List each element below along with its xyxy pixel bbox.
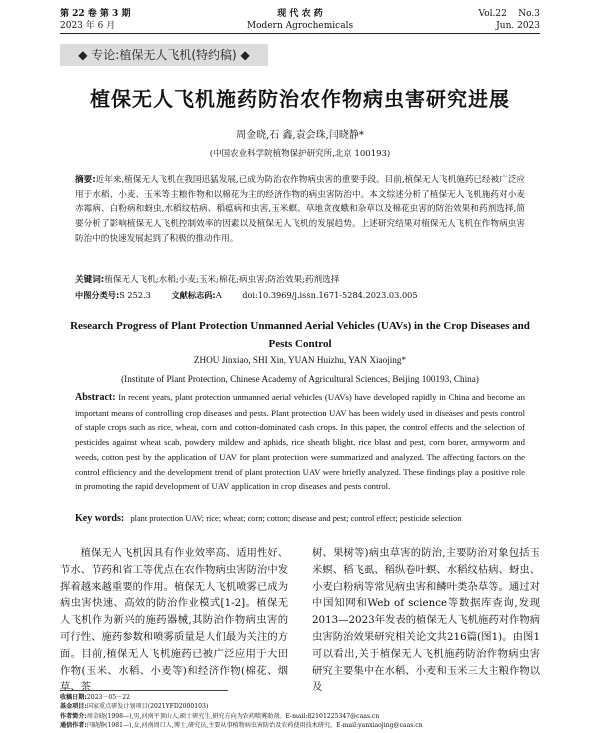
corr-label: 通信作者: bbox=[60, 721, 87, 729]
body-paragraph: 植保无人飞机因具有作业效率高、适用性好、节水、节药和省工等优点在农作物病虫害防治中发挥着越来越重要的作用。植保无人飞机喷雾已成为病虫害快速、高效的防治作业模式[1-2]。植保无人飞机作为新兴的施药器械,其防治作物病虫害的可行性、施药参数和喷雾质量是人们最为关注的方面。目前,植保无人飞机施药已被广泛应用于大田作物(玉米、水稻、小麦等)和经济作物(棉花、烟草、茶 bbox=[60, 547, 288, 694]
clc-code bbox=[75, 290, 151, 300]
classification-line bbox=[75, 290, 525, 301]
corr-value: 闫晓静(1981—),女,河南周口人,博士,研究员,主要从事植物病虫害防治及农药使用技术研究。E-mail:yanxiaojing@caas.cn bbox=[86, 721, 423, 729]
running-header bbox=[60, 8, 540, 34]
header-center bbox=[60, 8, 540, 32]
doc-label: 文献标志码: bbox=[171, 290, 216, 300]
doi bbox=[242, 290, 417, 300]
footnote-rule bbox=[60, 690, 228, 691]
column-label: ◆ 专论:植保无人飞机(特约稿) ◆ bbox=[60, 44, 268, 66]
author-value: 周金晓(1998—),男,河南平顶山人,硕士研究生,研究方向为农药喷雾助剂。E-mail:82101225347@caas.cn bbox=[86, 712, 380, 720]
clc-label: 中图分类号: bbox=[75, 290, 120, 300]
body-column-right bbox=[312, 545, 540, 696]
keywords-cn-text: 植保无人飞机;水稻;小麦;玉米;棉花;病虫害;防治效果;药剂选择 bbox=[104, 275, 340, 285]
body-paragraph-continued: 树、果树等)病虫草害的防治,主要防治对象包括玉米螟、稻飞虱、稻纵卷叶螟、水稻纹枯病、蚜虫、小麦白粉病等常见病虫害和鳞叶类杂草等。通过对中国知网和Web of science等数据库查询,发现2013—2023年发表的植保无人飞机施药对作物病虫害防治效果研究相关论文共216篇(图1)。由图1可以看出,关于植保无人飞机施药防治作物病虫害研究主要集中在水稻、小麦和玉米三大主粮作物以及 bbox=[312, 547, 540, 694]
doi-label: doi: bbox=[242, 290, 258, 300]
received-value: 2023－05－22 bbox=[86, 694, 131, 701]
header-right bbox=[479, 8, 540, 32]
keywords-en-text: plant protection UAV; rice; wheat; corn; cotton; disease and pest; control effect; pesticide selection bbox=[130, 514, 462, 523]
affiliation-en: (Institute of Plant Protection, Chinese Academy of Agricultural Sciences, Beijing 100193, China) bbox=[121, 374, 479, 384]
body-column-left bbox=[60, 545, 288, 696]
journal-name-cn: 现 代 农 药 bbox=[277, 9, 323, 19]
footnote-corresponding bbox=[60, 721, 540, 730]
keywords-cn-label: 关键词: bbox=[75, 275, 105, 285]
abstract-en bbox=[75, 390, 525, 494]
clc-value: S 252.3 bbox=[119, 290, 151, 300]
journal-name-en: Modern Agrochemicals bbox=[246, 21, 354, 31]
keywords-cn bbox=[75, 273, 525, 285]
footnote-received bbox=[60, 693, 540, 702]
abstract-en-text: In recent years, plant protection unmanned aerial vehicles (UAVs) have developed rapidly in China and become an important means of controlling crop diseases and pests. Plant protection UAV has been widely used in diseases and pests control of staple crops such as rice, wheat, corn and cotton-dominated cash crops. In this paper, the control effects and the selection of pesticides against wheat scab, powdery mildew and aphids, rice sheath blight, rice blast and pest, corn borer, armyworm and weeds, cotton pest by the application of UAV for plant protection were summarized and analyzed. The affecting factors on the control efficiency and the development trend of plant protection UAV were briefly analyzed. These findings play a positive role in promoting the rapid development of UAV application in crop diseases and pests control. bbox=[75, 392, 525, 492]
abstract-cn bbox=[75, 173, 525, 247]
abstract-cn-label: 摘要: bbox=[75, 175, 96, 185]
footnote-author bbox=[60, 712, 540, 721]
volume-cn: 第 22 卷 第 3 期 bbox=[60, 9, 131, 19]
abstract-en-label: Abstract: bbox=[75, 392, 116, 403]
volume-en: Vol.22 No.3 bbox=[478, 9, 540, 19]
date-cn: 2023 年 6 月 bbox=[60, 21, 116, 31]
doi-value: 10.3969/j.issn.1671-5284.2023.03.005 bbox=[257, 290, 418, 300]
fund-value: 国家重点研发计划项目(2021YFD2000103) bbox=[86, 703, 209, 711]
affiliation-cn: (中国农业科学院植物保护研究所,北京 100193) bbox=[209, 149, 391, 159]
doc-value: A bbox=[215, 290, 222, 300]
title-en: Research Progress of Plant Protection Unmanned Aerial Vehicles (UAVs) in the Crop Diseases and Pests Control bbox=[70, 320, 530, 350]
author-label: 作者简介: bbox=[60, 712, 87, 720]
fund-label: 基金项目: bbox=[60, 703, 87, 711]
keywords-en bbox=[75, 513, 525, 524]
authors-cn: 周金晓,石 鑫,袁会珠,闫晓静* bbox=[236, 130, 364, 141]
keywords-en-label: Key words: bbox=[75, 513, 125, 524]
header-rule bbox=[60, 33, 540, 34]
authors-en: ZHOU Jinxiao, SHI Xin, YUAN Huizhu, YAN Xiaojing* bbox=[193, 355, 407, 365]
received-label: 收稿日期: bbox=[60, 694, 87, 701]
abstract-cn-text: 近年来,植保无人飞机在我国迅猛发展,已成为防治农作物病虫害的重要手段。目前,植保无人飞机施药已经被广泛应用于水稻、小麦、玉米等主粮作物和以棉花为主的经济作物的病虫害防治中。本文综述分析了植保无人飞机施药对小麦赤霉病、白粉病和蚜虫,水稻纹枯病、稻瘟病和虫害,玉米螟、草地贪夜蛾和杂草以及棉花虫害的防治效果和药剂选择,简要分析了影响植保无人飞机控制效率的因素以及植保无人飞机的发展趋势。上述研究结果对植保无人飞机在作物病虫害防治中的快速发展起到了积极的推动作用。 bbox=[75, 175, 526, 244]
footnote-fund bbox=[60, 702, 540, 711]
doc-code bbox=[171, 290, 221, 300]
date-en: Jun. 2023 bbox=[496, 21, 540, 31]
title-cn: 植保无人飞机施药防治农作物病虫害研究进展 bbox=[90, 87, 510, 111]
footnotes bbox=[60, 693, 540, 730]
